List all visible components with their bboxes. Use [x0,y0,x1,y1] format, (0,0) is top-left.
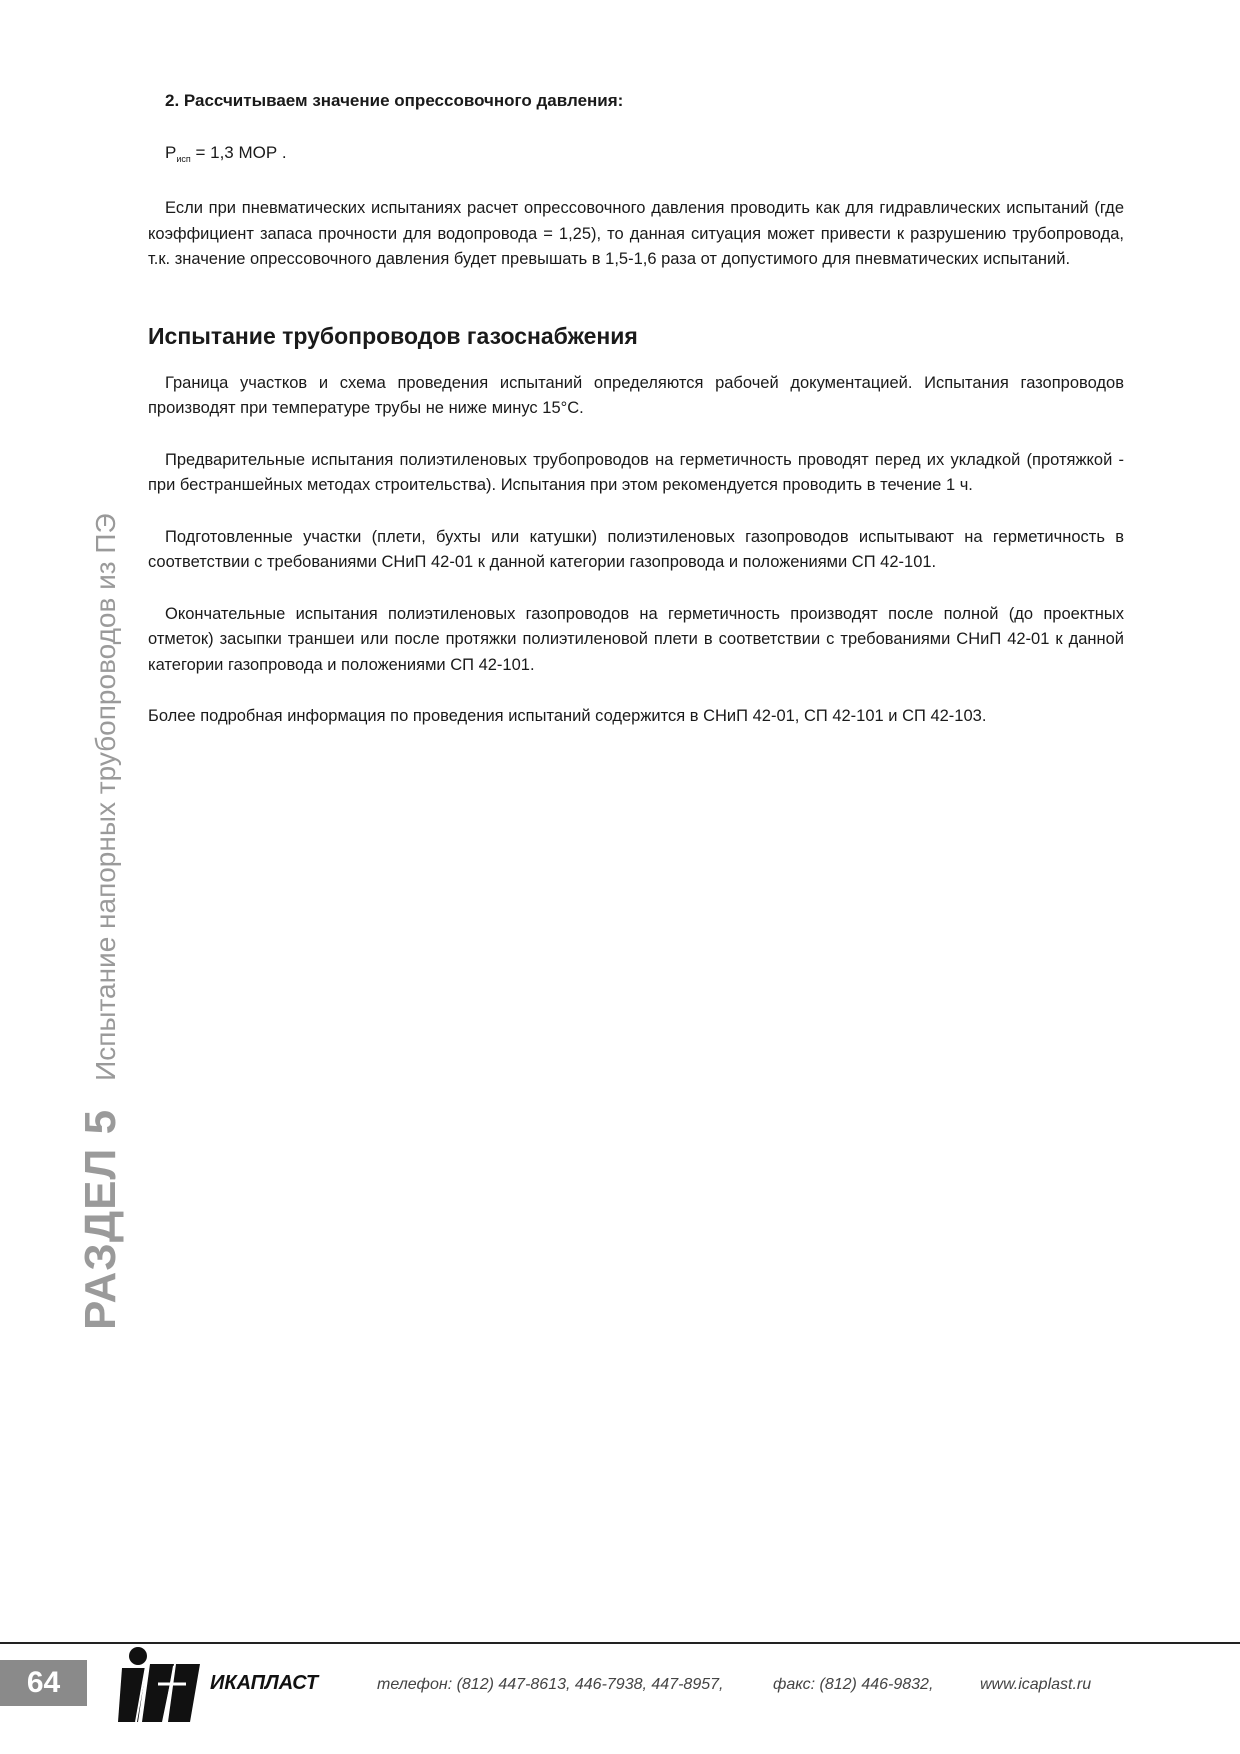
paragraph-preliminary: Предварительные испытания полиэтиленовых трубопроводов на герметичность проводят перед их укладкой (протяжкой - при бестраншейных методах строительства). Испытания при этом рекомендуется проводить в течение 1 ч. [148,450,1124,494]
phone-contact: телефон: (812) 447-8613, 446-7938, 447-8957, [377,1676,724,1693]
step-title: 2. Рассчитываем значение опрессовочного давления: [165,91,624,110]
formula-symbol: P [165,143,177,162]
paragraph-pneumatic: Если при пневматических испытаниях расчет опрессовочного давления проводить как для гидравлических испытаний (где коэффициент запаса прочности для водопровода = 1,25), то данная ситуация может привести к разрушению трубопровода, т.к. значение опрессовочного давления будет превышать в 1,5-1,6 раза от допустимого для пневматических испытаний. [148,199,1124,268]
formula-expression: = 1,3 МОР . [190,143,287,162]
brand-name: ИКАПЛАСТ [210,1672,319,1694]
main-content [148,90,1124,730]
paragraph-prepared-sections: Подготовленные участки (плети, бухты или катушки) полиэтиленовых газопроводов испытывают на герметичность в соответствии с требованиями СНиП 42-01 к данной категории газопровода и положениями СП 42-101. [148,527,1124,571]
icaplast-logo-icon [116,1646,202,1724]
paragraph-final-tests: Окончательные испытания полиэтиленовых газопроводов на герметичность производят после полной (до проектных отметок) засыпки траншеи или после протяжки полиэтиленовой плети в соответствии с требованиями СНиП 42-01 к данной категории газопровода и положениями СП 42-101. [148,604,1124,674]
footer-divider [0,1642,1240,1644]
side-section-number: РАЗДЕЛ 5 [76,1108,125,1330]
paragraph-boundaries: Граница участков и схема проведения испытаний определяются рабочей документацией. Испытания газопроводов производят при температуре трубы не ниже минус 15°C. [148,373,1124,417]
formula [165,142,1124,170]
page-number: 64 [0,1660,87,1706]
side-chapter-title: Испытание напорных трубопроводов из ПЭ [90,513,121,1081]
formula-subscript: исп [176,154,191,164]
paragraph-more-info: Более подробная информация по проведения испытаний содержится в СНиП 42-01, СП 42-101 и СП 42-103. [148,707,987,725]
section-heading: Испытание трубопроводов газоснабжения [148,322,638,349]
website-link[interactable]: www.icaplast.ru [980,1676,1092,1693]
side-section-label [76,513,126,1330]
fax-contact: факс: (812) 446-9832, [773,1676,934,1693]
